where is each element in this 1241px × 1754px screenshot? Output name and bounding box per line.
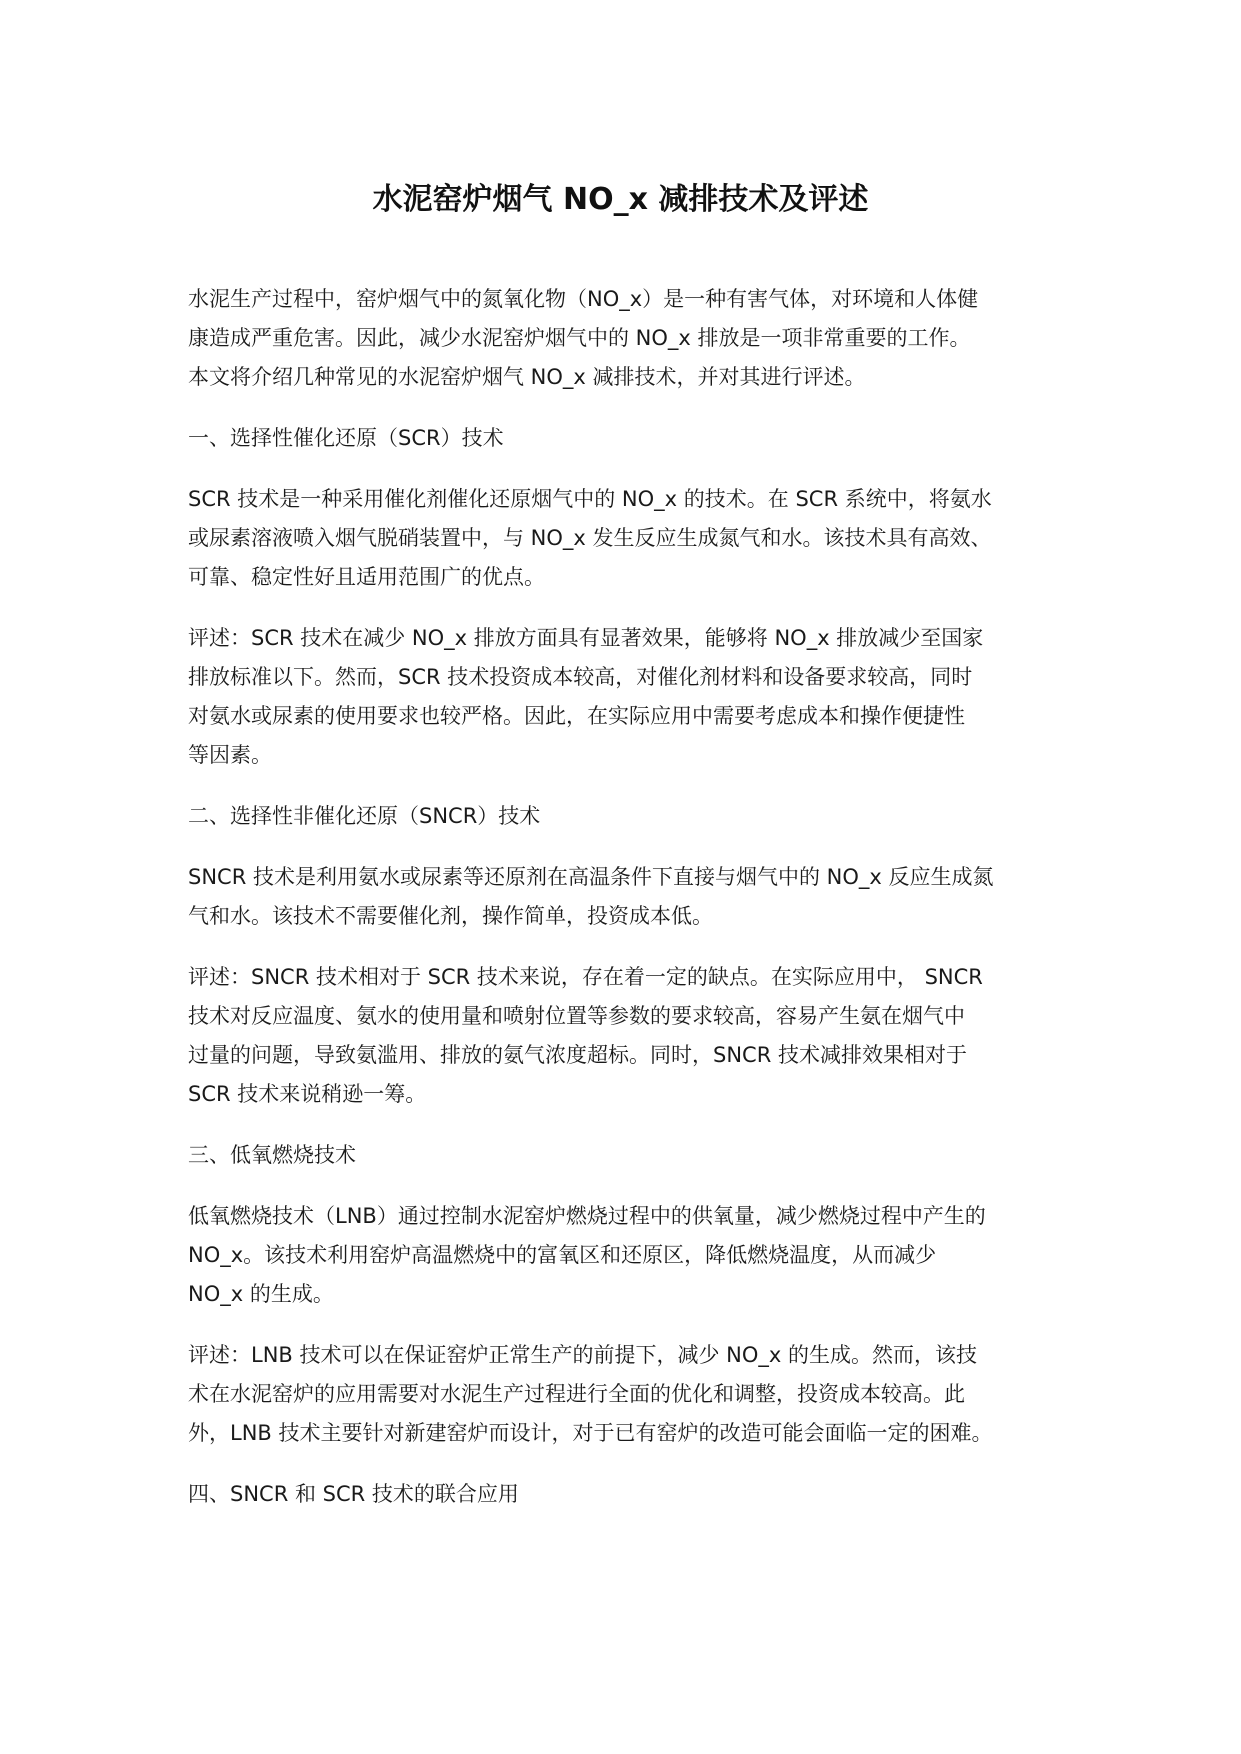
document-title: 水泥窑炉烟气 NO_x 减排技术及评述 <box>372 182 869 217</box>
text-line: NO_x 的生成。 <box>188 1282 334 1306</box>
text-line: SCR 技术来说稍逊一筹。 <box>188 1082 427 1106</box>
text-line: 本文将介绍几种常见的水泥窑炉烟气 NO_x 减排技术，并对其进行评述。 <box>188 365 866 389</box>
text-line: 技术对反应温度、氨水的使用量和喷射位置等参数的要求较高，容易产生氨在烟气中 <box>188 1004 965 1028</box>
text-line: 评述：LNB 技术可以在保证窑炉正常生产的前提下，减少 NO_x 的生成。然而，该技 <box>188 1343 978 1367</box>
text-line: 对氨水或尿素的使用要求也较严格。因此，在实际应用中需要考虑成本和操作便捷性 <box>188 704 965 728</box>
body-paragraph <box>188 480 1078 597</box>
body-paragraph <box>188 1336 1078 1453</box>
section-heading <box>188 1136 1078 1175</box>
text-line: 三、低氧燃烧技术 <box>188 1143 356 1167</box>
body-paragraph <box>188 958 1078 1114</box>
text-line: SNCR 技术是利用氨水或尿素等还原剂在高温条件下直接与烟气中的 NO_x 反应生成氮 <box>188 865 994 889</box>
text-line: NO_x。该技术利用窑炉高温燃烧中的富氧区和还原区，降低燃烧温度，从而减少 <box>188 1243 937 1267</box>
text-line: 康造成严重危害。因此，减少水泥窑炉烟气中的 NO_x 排放是一项非常重要的工作。 <box>188 326 971 350</box>
section-heading <box>188 797 1078 836</box>
text-line: 可靠、稳定性好且适用范围广的优点。 <box>188 565 545 589</box>
section-heading <box>188 419 1078 458</box>
text-line: 术在水泥窑炉的应用需要对水泥生产过程进行全面的优化和调整，投资成本较高。此 <box>188 1382 965 1406</box>
body-paragraph <box>188 280 1078 397</box>
body-paragraph <box>188 1197 1078 1314</box>
document-body <box>188 280 1078 1536</box>
text-line: SCR 技术是一种采用催化剂催化还原烟气中的 NO_x 的技术。在 SCR 系统中，将氨水 <box>188 487 992 511</box>
text-line: 评述：SNCR 技术相对于 SCR 技术来说，存在着一定的缺点。在实际应用中， SNCR <box>188 965 983 989</box>
text-line: 等因素。 <box>188 743 272 767</box>
text-line: 或尿素溶液喷入烟气脱硝装置中，与 NO_x 发生反应生成氮气和水。该技术具有高效、 <box>188 526 992 550</box>
section-heading <box>188 1475 1078 1514</box>
body-paragraph <box>188 619 1078 775</box>
text-line: 评述：SCR 技术在减少 NO_x 排放方面具有显著效果，能够将 NO_x 排放减少至国家 <box>188 626 984 650</box>
text-line: 二、选择性非催化还原（SNCR）技术 <box>188 804 541 828</box>
text-line: 排放标准以下。然而，SCR 技术投资成本较高，对催化剂材料和设备要求较高，同时 <box>188 665 973 689</box>
text-line: 四、SNCR 和 SCR 技术的联合应用 <box>188 1482 519 1506</box>
text-line: 低氧燃烧技术（LNB）通过控制水泥窑炉燃烧过程中的供氧量，减少燃烧过程中产生的 <box>188 1204 986 1228</box>
text-line: 外，LNB 技术主要针对新建窑炉而设计，对于已有窑炉的改造可能会面临一定的困难。 <box>188 1421 993 1445</box>
body-paragraph <box>188 858 1078 936</box>
text-line: 水泥生产过程中，窑炉烟气中的氮氧化物（NO_x）是一种有害气体，对环境和人体健 <box>188 287 979 311</box>
text-line: 一、选择性催化还原（SCR）技术 <box>188 426 504 450</box>
text-line: 过量的问题，导致氨滥用、排放的氨气浓度超标。同时，SNCR 技术减排效果相对于 <box>188 1043 967 1067</box>
text-line: 气和水。该技术不需要催化剂，操作简单，投资成本低。 <box>188 904 713 928</box>
